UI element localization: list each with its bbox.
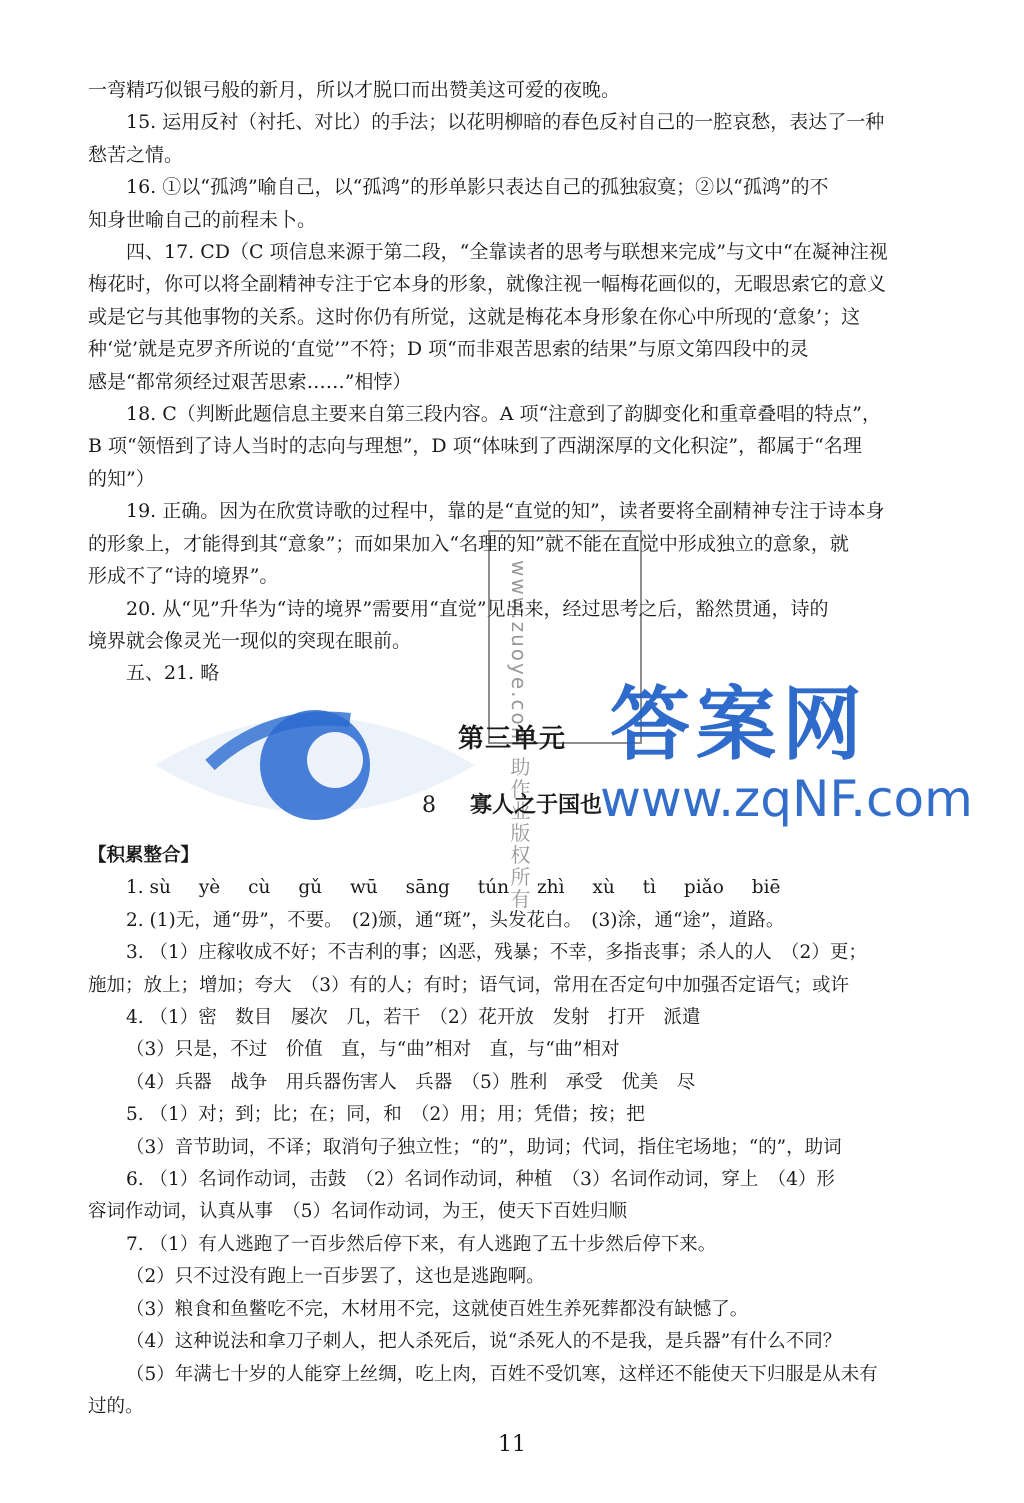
text-line: B 项“领悟到了诗人当时的志向与理想”，D 项“体味到了西湖深厚的文化积淀”，都属于“名理 [88, 435, 862, 458]
text-line: 境界就会像灵光一现似的突现在眼前。 [88, 629, 412, 652]
lesson-title: 寡人之于国也 [469, 793, 602, 818]
text-line: 五、21. 略 [126, 662, 220, 685]
text-line: 容词作动词，认真从事 （5）名词作动词，为王，使天下百姓归顺 [88, 1201, 628, 1223]
answers-bottom [88, 840, 938, 1423]
text-line: 知身世喻自己的前程未卜。 [88, 208, 317, 231]
pinyin-item: tún [477, 877, 510, 899]
text-line: 2. (1)无，通“毋”，不要。 (2)颁，通“斑”，头发花白。 (3)涂，通“途”，道路。 [126, 909, 785, 931]
text-line: （3）只是，不过 价值 直，与“曲”相对 直，与“曲”相对 [126, 1039, 620, 1061]
watermark-url: www.zqNF.com [600, 770, 973, 828]
pinyin-item: biē [751, 877, 781, 899]
pinyin-item: gǔ [298, 877, 323, 899]
text-line: 的知”） [88, 467, 155, 490]
pinyin-item: 1. sù [126, 877, 171, 899]
text-line: （3）粮食和鱼鳖吃不完，木材用不完，这就使百姓生养死葬都没有缺憾了。 [126, 1298, 749, 1320]
text-line: 四、17. CD（C 项信息来源于第二段，“全靠读者的思考与联想来完成”与文中“在凝神注视 [126, 241, 888, 264]
text-line: 一弯精巧似银弓般的新月，所以才脱口而出赞美这可爱的夜晚。 [88, 79, 621, 101]
text-line: 4. （1）密 数目 屡次 几，若干 （2）花开放 发射 打开 派遣 [126, 1007, 701, 1029]
text-line: 施加；放上；增加；夸大 （3）有的人；有时；语气词，常用在否定句中加强否定语气；或许 [88, 974, 850, 996]
pinyin-item: sāng [405, 877, 450, 899]
text-line: （5）年满七十岁的人能穿上丝绸，吃上肉，百姓不受饥寒，这样还不能使天下归服是从未有 [126, 1363, 878, 1385]
pinyin-item: wū [349, 877, 378, 899]
pinyin-item: cù [248, 877, 271, 899]
pinyin-item: tì [642, 877, 657, 899]
text-line: 16. ①以“孤鸿”喻自己，以“孤鸿”的形单影只表达自己的孤独寂寞；②以“孤鸿”的不 [126, 176, 829, 199]
text-line: 种‘觉’就是克罗齐所说的‘直觉’”不符；D 项“而非艰苦思索的结果”与原文第四段中的灵 [88, 338, 809, 361]
text-line: 19. 正确。因为在欣赏诗歌的过程中，靠的是“直觉的知”，读者要将全副精神专注于诗本身 [126, 500, 885, 523]
text-line: 20. 从“见”升华为“诗的境界”需要用“直觉”见出来，经过思考之后，豁然贯通，诗的 [126, 597, 829, 620]
watermark-stamp-text: www.zuoye.com 助作业版权所有 [507, 560, 531, 911]
page-number: 11 [498, 1432, 526, 1457]
text-line: 7. （1）有人逃跑了一百步然后停下来，有人逃跑了五十步然后停下来。 [126, 1233, 717, 1255]
pinyin-item: yè [198, 877, 221, 899]
text-line: 的形象上，才能得到其“意象”；而如果加入“名理的知”就不能在直觉中形成独立的意象，就 [88, 532, 849, 555]
text-line: 15. 运用反衬（衬托、对比）的手法；以花明柳暗的春色反衬自己的一腔哀愁，表达了一种 [126, 111, 885, 134]
text-line: 梅花时，你可以将全副精神专注于它本身的形象，就像注视一幅梅花画似的，无暇思索它的意义 [88, 273, 887, 296]
answers-top [88, 74, 938, 690]
pinyin-item: xù [592, 877, 615, 899]
lesson-number: 8 [421, 793, 436, 818]
text-line: 5. （1）对；到；比；在；同，和 （2）用；用；凭借；按；把 [126, 1104, 645, 1126]
section-label: 【积累整合】 [88, 845, 200, 866]
text-line: （4）这种说法和拿刀子刺人，把人杀死后，说“杀死人的不是我，是兵器”有什么不同？ [126, 1331, 842, 1353]
text-line: 或是它与其他事物的关系。这时你仍有所觉，这就是梅花本身形象在你心中所现的‘意象’；这 [88, 305, 861, 328]
unit-title: 第三单元 [457, 724, 566, 754]
pinyin-item: zhì [536, 877, 565, 899]
text-line: 过的。 [88, 1395, 144, 1417]
text-line: （3）音节助词，不译；取消句子独立性；“的”，助词；代词，指住宅场地；“的”，助词 [126, 1136, 842, 1158]
text-line: 18. C（判断此题信息主要来自第三段内容。A 项“注意到了韵脚变化和重章叠唱的特点”， [126, 403, 881, 426]
pinyin-line [88, 872, 938, 904]
pinyin-item: piǎo [683, 877, 724, 899]
text-line: 形成不了“诗的境界”。 [88, 565, 279, 588]
text-line: （4）兵器 战争 用兵器伤害人 兵器 （5）胜利 承受 优美 尽 [126, 1071, 696, 1093]
text-line: （2）只不过没有跑上一百步罢了，这也是逃跑啊。 [126, 1266, 545, 1288]
text-line: 愁苦之情。 [88, 143, 184, 166]
watermark-site-name: 答案网 [610, 678, 868, 771]
text-line: 3. （1）庄稼收成不好；不吉利的事；凶恶，残暴；不幸，多指丧事；杀人的人 （2）更； [126, 942, 867, 964]
text-line: 6. （1）名词作动词，击鼓 （2）名词作动词，种植 （3）名词作动词，穿上 （4）形 [126, 1169, 835, 1191]
lesson-title-row [0, 788, 1024, 819]
text-line: 感是“都常须经过艰苦思索……”相悖） [88, 370, 412, 393]
